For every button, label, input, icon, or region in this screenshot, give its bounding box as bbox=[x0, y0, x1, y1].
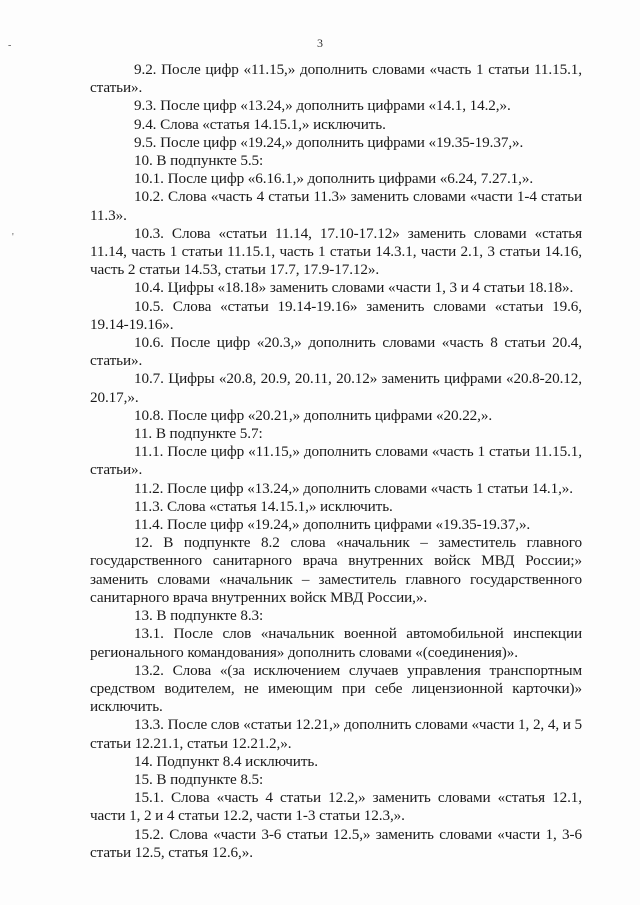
margin-mark: - bbox=[8, 40, 12, 51]
paragraph-13-1: 13.1. После слов «начальник военной автомобильной инспекции регионального командования» дополнить словами «(соединения)». bbox=[90, 625, 582, 661]
paragraph-10-7: 10.7. Цифры «20.8, 20.9, 20.11, 20.12» заменить цифрами «20.8-20.12, 20.17,». bbox=[90, 370, 582, 406]
paragraph-10-6: 10.6. После цифр «20.3,» дополнить словами «часть 8 статьи 20.4, статьи». bbox=[90, 334, 582, 370]
paragraph-10: 10. В подпункте 5.5: bbox=[134, 152, 264, 170]
paragraph-15-1: 15.1. Слова «часть 4 статьи 12.2,» заменить словами «статья 12.1, части 1, 2 и 4 статьи 12.2, части 1-3 статьи 12.3,». bbox=[90, 789, 582, 825]
margin-mark: ' bbox=[12, 232, 14, 243]
document-body bbox=[90, 61, 582, 862]
page-number: 3 bbox=[317, 36, 323, 50]
paragraph-9-3: 9.3. После цифр «13.24,» дополнить цифрами «14.1, 14.2,». bbox=[134, 97, 511, 115]
paragraph-11-4: 11.4. После цифр «19.24,» дополнить цифрами «19.35-19.37,». bbox=[134, 516, 531, 534]
paragraph-12: 12. В подпункте 8.2 слова «начальник – заместитель главного государственного санитарного врача внутренних войск МВД России;» заменить словами «начальник – заместитель главного государственного санитарного врача внутренних войск МВД России,». bbox=[90, 534, 582, 606]
paragraph-10-8: 10.8. После цифр «20.21,» дополнить цифрами «20.22,». bbox=[134, 406, 493, 424]
paragraph-11-1: 11.1. После цифр «11.15,» дополнить словами «часть 1 статьи 11.15.1, статьи». bbox=[90, 443, 582, 479]
paragraph-13-2: 13.2. Слова «(за исключением случаев управления транспортным средством водителем, не имеющим при себе лицензионной карточки)» исключить. bbox=[90, 661, 582, 716]
paragraph-15-2: 15.2. Слова «части 3-6 статьи 12.5,» заменить словами «части 1, 3-6 статьи 12.5, статья 12.6,». bbox=[90, 825, 582, 861]
paragraph-13: 13. В подпункте 8.3: bbox=[134, 607, 264, 625]
paragraph-14: 14. Подпункт 8.4 исключить. bbox=[134, 752, 318, 770]
paragraph-10-4: 10.4. Цифры «18.18» заменить словами «части 1, 3 и 4 статьи 18.18». bbox=[134, 279, 574, 297]
paragraph-9-4: 9.4. Слова «статья 14.15.1,» исключить. bbox=[134, 115, 386, 133]
paragraph-11-3: 11.3. Слова «статья 14.15.1,» исключить. bbox=[134, 497, 393, 515]
paragraph-11-2: 11.2. После цифр «13.24,» дополнить словами «часть 1 статьи 14.1,». bbox=[134, 479, 573, 497]
paragraph-10-3: 10.3. Слова «статьи 11.14, 17.10-17.12» заменить словами «статья 11.14, часть 1 статьи 11.15.1, часть 1 статьи 14.3.1, части 2.1, 3 статьи 14.16, часть 2 статьи 14.53, статьи 17.7, 17.9-17.12». bbox=[90, 224, 582, 279]
paragraph-15: 15. В подпункте 8.5: bbox=[134, 770, 264, 788]
paragraph-9-5: 9.5. После цифр «19.24,» дополнить цифрами «19.35-19.37,». bbox=[134, 133, 524, 151]
paragraph-10-5: 10.5. Слова «статьи 19.14-19.16» заменить словами «статьи 19.6, 19.14-19.16». bbox=[90, 297, 582, 333]
paragraph-11: 11. В подпункте 5.7: bbox=[134, 425, 263, 443]
paragraph-9-2: 9.2. После цифр «11.15,» дополнить словами «часть 1 статьи 11.15.1, статьи». bbox=[90, 61, 582, 97]
paragraph-13-3: 13.3. После слов «статьи 12.21,» дополнить словами «части 1, 2, 4, и 5 статьи 12.21.1, статьи 12.21.2,». bbox=[90, 716, 582, 752]
paragraph-10-2: 10.2. Слова «часть 4 статьи 11.3» заменить словами «части 1-4 статьи 11.3». bbox=[90, 188, 582, 224]
paragraph-10-1: 10.1. После цифр «6.16.1,» дополнить цифрами «6.24, 7.27.1,». bbox=[134, 170, 534, 188]
